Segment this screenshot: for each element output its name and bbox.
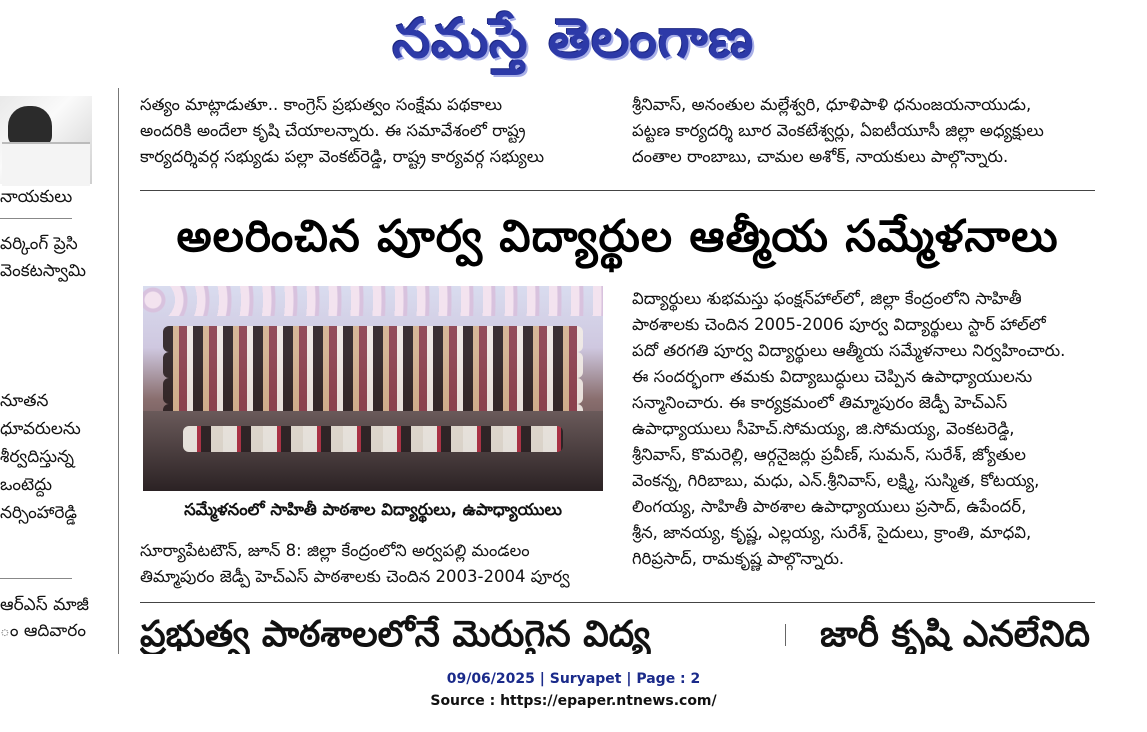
text-line: విద్యార్థులు శుభమస్తు ఫంక్షన్‌హాల్‌లో, జిల్లా కేంద్రంలోని సాహితీ [632,289,1022,308]
main-headline: అలరించిన పూర్వ విద్యార్థుల ఆత్మీయ సమ్మేళనాలు [176,211,1059,262]
text-line: సన్మానించారు. ఈ కార్యక్రమంలో తిమ్మాపురం జెడ్పీ హెచ్ఎస్ [632,393,1008,412]
text-line: కార్యదర్శివర్గ సభ్యుడు పల్లా వెంకట్‌రెడ్డి, రాష్ట్ర కార్యవర్గ సభ్యులు [140,147,545,166]
text-line: సత్యం మాట్లాడుతూ.. కాంగ్రెస్ ప్రభుత్వం సంక్షేమ పథకాలు [140,95,503,114]
text-line: ం ఆదివారం [0,621,86,641]
vertical-divider [118,88,119,654]
text-line: పదో తరగతి పూర్వ విద్యార్థులు ఆత్మీయ సమ్మేళనాలు నిర్వహించారు. [632,341,1066,360]
text-line: శ్రీనివాస్, అనంతుల మల్లేశ్వరి, ధూళిపాళి ధనుంజయనాయుడు, [632,95,1032,114]
text-line: నూతన [0,391,49,411]
text-line: వర్కింగ్ ప్రెసి [0,234,78,254]
text-line: పట్టణ కార్యదర్శి బూర వెంకటేశ్వర్లు, ఏఐటీయూసీ జిల్లా అధ్యక్షులు [632,121,1044,140]
main-story-right-text [632,286,1095,572]
top-story-left-text [140,92,608,170]
newspaper-clipping [0,88,1147,654]
text-line: వెంకటస్వామి [0,261,87,281]
edition-info: 09/06/2025 | Suryapet | Page : 2 [446,671,701,687]
text-line: ఈ సందర్భంగా తమకు విద్యాబుద్ధులు చెప్పిన ఉపాధ్యాయులను [632,367,1033,386]
portrait-photo [0,96,92,184]
left-partial-column [0,88,100,654]
column-divider [0,218,72,219]
bottom-headline-left: ప్రభుత్వ పాఠశాలలోనే మెరుగైన విద్య [140,614,651,654]
text-line: నర్సింహారెడ్డి [0,503,78,523]
text-line: లింగయ్య, సాహితీ పాఠశాల ఉపాధ్యాయులు ప్రసాద్, ఉపేందర్, [632,497,1027,516]
text-line: పాఠశాలకు చెందిన 2005-2006 పూర్వ విద్యార్థులు స్టార్ హాల్‌లో [632,315,1046,334]
footer [0,668,1147,712]
text-line: శ్రీన, జానయ్య, కృష్ణ, ఎల్లయ్య, సురేశ్, సైదులు, క్రాంతి, మాధవి, [632,523,1032,542]
text-line: శీర్వదిస్తున్న [0,447,75,467]
text-line: తిమ్మాపురం జెడ్పీ హెచ్ఎస్ పాఠశాలకు చెందిన 2003-2004 పూర్వ [140,567,570,586]
text-line: గిరిప్రసాద్, రామకృష్ణ పాల్గొన్నారు. [632,549,845,568]
text-line: ధూవరులను [0,419,81,439]
text-line: శ్రీనివాస్, కొమరెల్లి, ఆర్గనైజర్లు ప్రవీణ్, సుమన్, సురేశ్, జ్యోతుల [632,445,1026,464]
section-rule [140,190,1095,191]
text-line: ఆర్ఎస్ మాజీ [0,595,89,615]
text-line: వెంకన్న, గిరిబాబు, మధు, ఎన్.శ్రీనివాస్, లక్ష్మి, సుస్మిత, కోటయ్య, [632,471,1040,490]
section-rule [140,602,1095,603]
text-line: సూర్యాపేటటౌన్, జూన్ 8: జిల్లా కేంద్రంలోని అర్వపల్లి మండలం [140,541,530,560]
column-divider [785,624,786,646]
bottom-headline-right: జారీ కృషి ఎనలేనిది [820,614,1091,654]
top-story-right-text [632,92,1095,170]
photo-caption: సమ్మేళనంలో సాహితీ పాఠశాల విద్యార్థులు, ఉపాధ్యాయులు [184,500,562,519]
text-line: ఉపాధ్యాయులు సీహెచ్.సోమయ్య, జి.సోమయ్య, వెంకటరెడ్డి, [632,419,1015,438]
text-line: ఒంటెద్దు [0,475,53,495]
masthead [0,0,1147,84]
reunion-group-photo [143,286,603,491]
main-story-left-text [140,538,608,590]
text-line: అందరికి అందేలా కృషి చేయాలన్నారు. ఈ సమావేశంలో రాష్ట్ర [140,121,526,140]
column-divider [0,578,72,579]
source-link[interactable]: Source : https://epaper.ntnews.com/ [430,693,717,709]
newspaper-logo: నమస్తే తెలంగాణ [392,7,755,70]
text-line: నాయకులు [0,187,73,207]
text-line: దంతాల రాంబాబు, చామల అశోక్, నాయకులు పాల్గొన్నారు. [632,147,1009,166]
